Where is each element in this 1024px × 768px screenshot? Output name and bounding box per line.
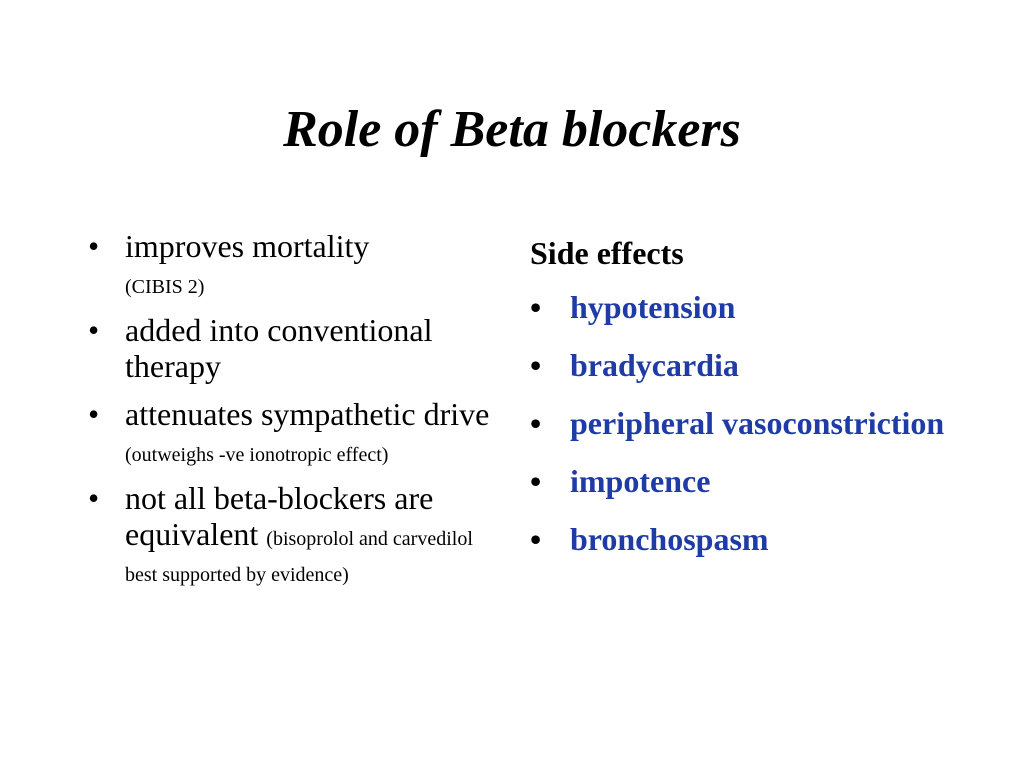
list-item	[530, 288, 980, 326]
bullet-icon: •	[88, 312, 100, 348]
list-item-text: not all beta-blockers are equivalent	[125, 480, 434, 552]
list-item-note: (outweighs -ve ionotropic effect)	[125, 444, 389, 466]
bullet-icon: •	[530, 405, 542, 441]
side-effect-bradycardia: bradycardia	[570, 347, 739, 383]
list-item	[88, 480, 498, 588]
side-effect-peripheral-vasoconstriction: peripheral vasoconstriction	[570, 405, 945, 441]
list-item-text: added into conventional therapy	[125, 312, 433, 384]
bullet-icon: •	[530, 347, 542, 383]
side-effect-bronchospasm: bronchospasm	[570, 521, 769, 557]
list-item-note: (CIBIS 2)	[125, 276, 205, 298]
list-item-text: attenuates sympathetic drive	[125, 396, 490, 432]
bullet-icon: •	[530, 463, 542, 499]
bullet-icon: •	[530, 289, 542, 325]
list-item	[530, 346, 980, 384]
bullet-icon: •	[88, 228, 100, 264]
side-effect-impotence: impotence	[570, 463, 711, 499]
bullet-icon: •	[88, 480, 100, 516]
list-item	[530, 404, 980, 442]
list-item	[88, 396, 498, 468]
bullet-icon: •	[530, 521, 542, 557]
list-item	[88, 312, 498, 384]
list-item	[530, 462, 980, 500]
bullet-icon: •	[88, 396, 100, 432]
list-item	[88, 228, 498, 300]
side-effects-heading: Side effects	[530, 235, 684, 271]
side-effect-hypotension: hypotension	[570, 289, 736, 325]
side-effects-list	[530, 288, 980, 558]
list-item-note: (bisoprolol and carvedilol best supported by evidence)	[125, 528, 473, 586]
list-item	[530, 520, 980, 558]
slide-title: Role of Beta blockers	[283, 101, 741, 158]
side-effects-section	[530, 233, 980, 578]
benefits-list	[88, 228, 498, 600]
list-item-text: improves mortality	[125, 228, 370, 264]
